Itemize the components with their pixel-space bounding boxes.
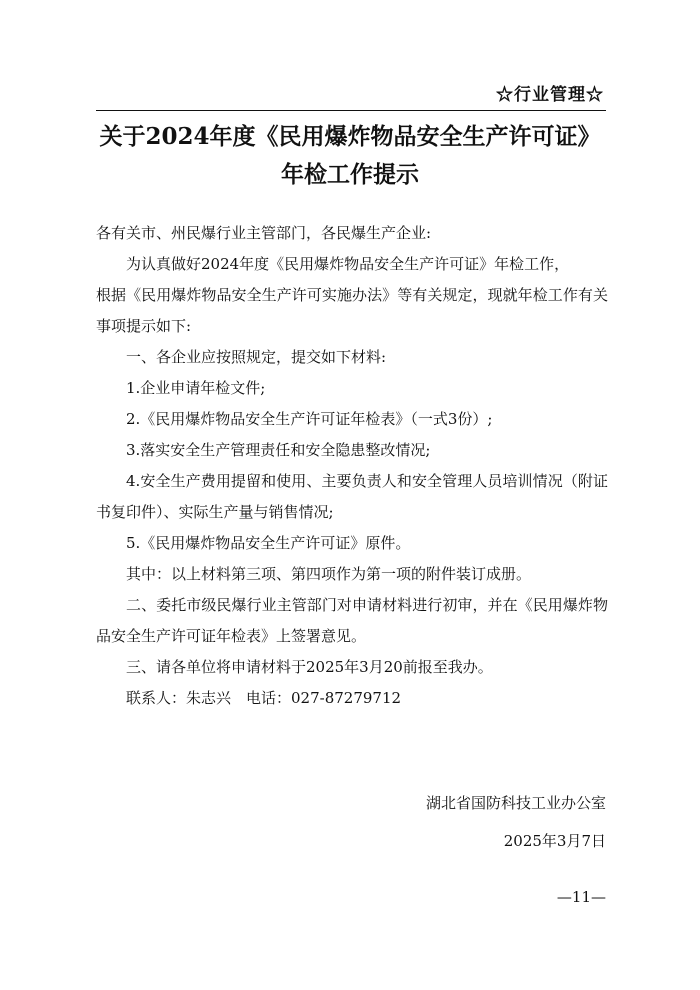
signature-date: 2025年3月7日 — [503, 832, 606, 850]
intro-paragraph-rest: 根据《民用爆炸物品安全生产许可实施办法》等有关规定，现就年检工作有关事项提示如下: — [96, 286, 608, 335]
materials-note: 其中：以上材料第三项、第四项作为第一项的附件装订成册。 — [126, 565, 532, 583]
material-item-2: 2.《民用爆炸物品安全生产许可证年检表》（一式3份）; — [126, 410, 493, 428]
intro-paragraph-line-1: 为认真做好2024年度《民用爆炸物品安全生产许可证》年检工作， — [126, 255, 570, 273]
material-item-1: 1.企业申请年检文件; — [126, 379, 266, 397]
section-3: 三、请各单位将申请材料于2025年3月20前报至我办。 — [126, 658, 493, 676]
title-line-1: 关于2024年度《民用爆炸物品安全生产许可证》 — [99, 123, 601, 150]
material-item-3: 3.落实安全生产管理责任和安全隐患整改情况; — [126, 441, 431, 459]
contact-line: 联系人：朱志兴 电话：027-87279712 — [126, 689, 402, 707]
title-line-2: 年检工作提示 — [281, 161, 419, 188]
page-number: —11— — [556, 888, 606, 906]
header-rule — [96, 110, 606, 111]
section-1-heading: 一、各企业应按照规定，提交如下材料: — [126, 348, 387, 366]
section-2: 二、委托市级民爆行业主管部门对申请材料进行初审，并在《民用爆炸物品安全生产许可证年检表》上签署意见。 — [96, 596, 608, 645]
document-title — [0, 118, 700, 194]
salutation: 各有关市、州民爆行业主管部门，各民爆生产企业: — [96, 224, 432, 242]
signature-organization: 湖北省国防科技工业办公室 — [425, 794, 606, 812]
material-item-5: 5.《民用爆炸物品安全生产许可证》原件。 — [126, 534, 411, 552]
section-tag: ☆行业管理☆ — [496, 85, 604, 105]
document-body — [96, 218, 608, 714]
material-item-4: 4.安全生产费用提留和使用、主要负责人和安全管理人员培训情况（附证书复印件）、实际生产量与销售情况; — [96, 472, 608, 521]
